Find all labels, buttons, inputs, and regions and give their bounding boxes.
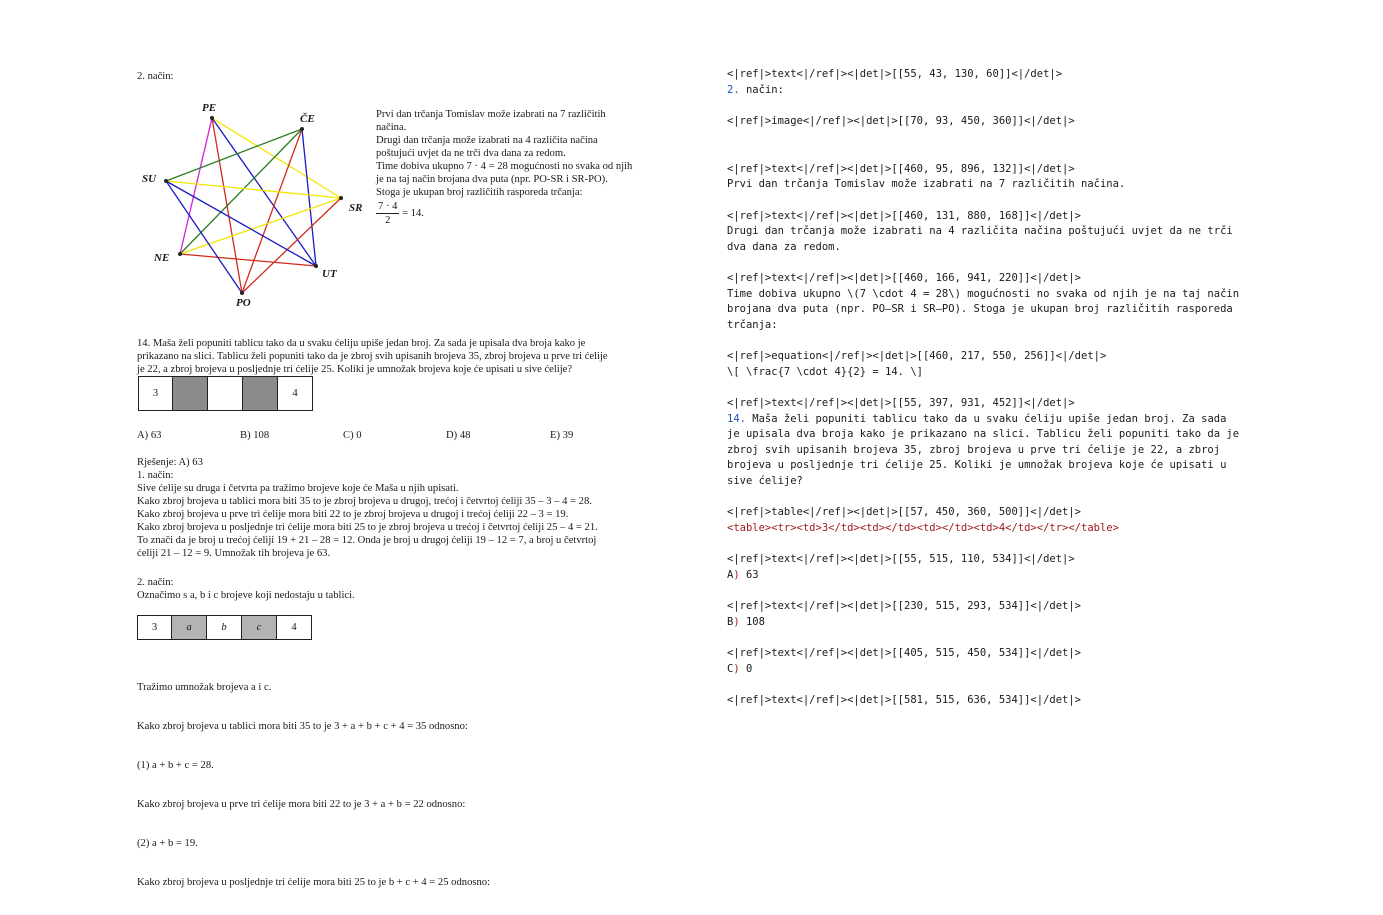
ocr-ref-tag: <|ref|>image<|/ref|><|det|>[[70, 93, 450, 360]]<|/det|> bbox=[727, 115, 1075, 127]
fraction-numerator: 7 · 4 bbox=[378, 201, 398, 212]
ocr-ref-tag: <|ref|>text<|/ref|><|det|>[[405, 515, 450, 534]]<|/det|> bbox=[727, 647, 1082, 659]
ocr-content-line: Drugi dan trčanja može izabrati na 4 različita načina poštujući uvjet da ne trči bbox=[727, 225, 1233, 237]
graph-figure bbox=[135, 100, 365, 315]
graph-vertex-SR bbox=[339, 196, 343, 200]
ocr-content-line: <table><tr><td>3</td><td></td><td></td><td>4</td></tr></table> bbox=[727, 521, 1119, 534]
graph-vertex-label: PE bbox=[202, 102, 217, 114]
final-line: Kako zbroj brojeva u posljednje tri ćelije mora biti 25 to je b + c + 4 = 25 odnosno: bbox=[137, 877, 491, 888]
ocr-block bbox=[727, 349, 1239, 380]
ocr-content-line: dva dana za redom. bbox=[727, 240, 841, 253]
ocr-blocks bbox=[727, 67, 1239, 725]
final-line: (1) a + b + c = 28. bbox=[137, 760, 214, 771]
fraction-equation bbox=[376, 200, 424, 227]
graph-text-line: načina. bbox=[376, 122, 407, 133]
method2-text bbox=[137, 576, 355, 602]
ocr-content-line: Prvi dan trčanja Tomislav može izabrati na 7 različitih načina. bbox=[727, 178, 1126, 190]
table-cell-grey: c bbox=[241, 615, 277, 640]
ocr-content-line: B) 108 bbox=[727, 615, 765, 628]
method2-heading: 2. način: bbox=[137, 71, 174, 82]
table-cell: 4 bbox=[276, 615, 312, 640]
graph-vertex-PO bbox=[240, 291, 244, 295]
solution-line: 1. način: bbox=[137, 470, 174, 481]
ocr-content-line: brojana dva puta (npr. PO–SR i SR–PO). Stoga je ukupan broj različitih rasporeda bbox=[727, 303, 1233, 315]
ocr-ref-tag: <|ref|>table<|/ref|><|det|>[[57, 450, 360, 500]]<|/det|> bbox=[727, 506, 1082, 518]
graph-text-line: Drugi dan trčanja može izabrati na 4 različita načina bbox=[376, 135, 598, 146]
ocr-block bbox=[727, 693, 1239, 709]
problem-14-text bbox=[137, 337, 608, 376]
graph-text-line: Time dobiva ukupno 7 · 4 = 28 mogućnosti no svaka od njih bbox=[376, 161, 633, 172]
problem-line: 14. Maša želi popuniti tablicu tako da u svaku ćeliju upiše jedan broj. Za sada je upisala dva broja kako je bbox=[137, 338, 586, 349]
ocr-content-line: sive ćelije? bbox=[727, 474, 803, 487]
table-cell: b bbox=[206, 615, 242, 640]
graph-vertex-NE bbox=[178, 252, 182, 256]
table-cell bbox=[207, 376, 243, 411]
table-cell: 3 bbox=[138, 376, 173, 411]
solution-line: Rješenje: A) 63 bbox=[137, 457, 203, 468]
graph-vertex-label: SU bbox=[142, 173, 157, 185]
problem-line: je 22, a zbroj brojeva u posljednje tri ćelije 25. Koliki je umnožak brojeva koje će upisati u sive ćelije? bbox=[137, 364, 573, 375]
graph-edge-CE-SU bbox=[166, 129, 302, 181]
ocr-block bbox=[727, 646, 1239, 677]
ocr-ref-tag: <|ref|>text<|/ref|><|det|>[[230, 515, 293, 534]]<|/det|> bbox=[727, 600, 1082, 612]
option-e: E) 39 bbox=[550, 430, 574, 441]
ocr-ref-tag: <|ref|>text<|/ref|><|det|>[[581, 515, 636, 534]]<|/det|> bbox=[727, 694, 1082, 706]
problem-table bbox=[138, 376, 313, 411]
ocr-block bbox=[727, 396, 1239, 489]
ocr-block bbox=[727, 114, 1239, 130]
final-line: Kako zbroj brojeva u prve tri ćelije mora biti 22 to je 3 + a + b = 22 odnosno: bbox=[137, 799, 466, 810]
graph-text-line: Stoga je ukupan broj različitih rasporeda trčanja: bbox=[376, 187, 583, 198]
graph-vertex-UT bbox=[314, 264, 318, 268]
ocr-ref-tag: <|ref|>text<|/ref|><|det|>[[55, 397, 931, 452]]<|/det|> bbox=[727, 397, 1075, 409]
method2-line: 2. način: bbox=[137, 577, 174, 588]
graph-vertex-label: NE bbox=[154, 252, 170, 264]
ocr-ref-tag: <|ref|>text<|/ref|><|det|>[[460, 95, 896, 132]]<|/det|> bbox=[727, 162, 1075, 175]
solution-line: Kako zbroj brojeva u posljednje tri ćelije mora biti 25 to je zbroj brojeva u trećoj i četvrtoj ćeliji 25 – 4 = 21. bbox=[137, 522, 598, 533]
graph-edge-CE-PO bbox=[242, 129, 302, 293]
solution-text bbox=[137, 456, 598, 560]
ocr-block bbox=[727, 552, 1239, 583]
graph-edge-PE-NE bbox=[180, 118, 212, 254]
ocr-block bbox=[727, 209, 1239, 256]
ocr-block bbox=[727, 67, 1239, 98]
final-line: (2) a + b = 19. bbox=[137, 838, 198, 849]
graph-vertex-CE bbox=[300, 127, 304, 131]
fraction-result: = 14. bbox=[402, 207, 424, 219]
left-document-page bbox=[0, 0, 691, 888]
ocr-content-line: brojeva u posljednje tri ćelije 25. Koliki je umnožak brojeva koje će upisati u bbox=[727, 459, 1227, 471]
final-line: Kako zbroj brojeva u tablici mora biti 35 to je 3 + a + b + c + 4 = 35 odnosno: bbox=[137, 721, 468, 732]
graph-vertex-PE bbox=[210, 116, 214, 120]
ocr-ref-tag: <|ref|>text<|/ref|><|det|>[[55, 515, 110, 534]]<|/det|> bbox=[727, 553, 1075, 565]
ocr-content-line: zbroj svih upisanih brojeva 35, zbroj brojeva u prve tri ćelije je 22, a zbroj bbox=[727, 443, 1221, 456]
solution-line: Kako zbroj brojeva u prve tri ćelije mora biti 22 to je zbroj brojeva u drugoj i trećoj ćeliji 22 – 3 = 19. bbox=[137, 509, 569, 520]
ocr-block bbox=[727, 505, 1239, 536]
ocr-content-line: 14. Maša želi popuniti tablicu tako da u svaku ćeliju upiše jedan broj. Za sada bbox=[727, 412, 1227, 425]
graph-text-line: Prvi dan trčanja Tomislav može izabrati na 7 različitih bbox=[376, 109, 606, 120]
ocr-content-line: 2. način: bbox=[727, 83, 784, 96]
fraction bbox=[376, 200, 399, 227]
ocr-block bbox=[727, 162, 1239, 193]
ocr-ref-tag: <|ref|>text<|/ref|><|det|>[[460, 166, 941, 220]]<|/det|> bbox=[727, 272, 1082, 284]
table-cell: 4 bbox=[277, 376, 313, 411]
table-cell-grey: a bbox=[171, 615, 207, 640]
ocr-content-line: je upisala dva broja kako je prikazano na slici. Tablicu želi popuniti tako da je bbox=[727, 428, 1240, 440]
ocr-block bbox=[727, 271, 1239, 333]
ocr-content-line: Time dobiva ukupno \(7 \cdot 4 = 28\) mogućnosti no svaka od njih je na taj način bbox=[727, 287, 1240, 300]
problem-line: prikazano na slici. Tablicu želi popuniti tako da je zbroj svih upisanih brojeva 35, zbroj brojeva u prve tri ćelije bbox=[137, 351, 608, 362]
option-a: A) 63 bbox=[137, 430, 162, 441]
graph-edge-PE-UT bbox=[212, 118, 316, 266]
ocr-block bbox=[727, 599, 1239, 630]
method2-line: Označimo s a, b i c brojeve koji nedostaju u tablici. bbox=[137, 590, 355, 601]
fraction-denominator: 2 bbox=[385, 215, 391, 226]
graph-edge-CE-NE bbox=[180, 129, 302, 254]
graph-edge-SR-NE bbox=[180, 198, 341, 254]
graph-vertex-label: SR bbox=[349, 202, 363, 214]
solution-line: ćeliji 21 – 12 = 9. Umnožak tih brojeva je 63. bbox=[137, 548, 331, 559]
graph-edge-UT-NE bbox=[180, 254, 316, 266]
labeled-table bbox=[137, 615, 312, 640]
graph-edge-PE-SR bbox=[212, 118, 341, 198]
solution-line: Kako zbroj brojeva u tablici mora biti 35 to je zbroj brojeva u drugoj, trećoj i četvrtoj ćeliji 35 – 3 – 4 = 28. bbox=[137, 496, 592, 507]
option-d: D) 48 bbox=[446, 430, 471, 441]
graph-vertex-label: ČE bbox=[300, 113, 315, 125]
graph-vertex-SU bbox=[164, 179, 168, 183]
ocr-content-line: C) 0 bbox=[727, 662, 753, 675]
ocr-output-panel bbox=[691, 0, 1383, 732]
ocr-ref-tag: <|ref|>equation<|/ref|><|det|>[[460, 217, 550, 256]]<|/det|> bbox=[727, 350, 1107, 362]
table-cell: 3 bbox=[137, 615, 172, 640]
option-b: B) 108 bbox=[240, 430, 270, 441]
table-cell-grey bbox=[242, 376, 278, 411]
ocr-ref-tag: <|ref|>text<|/ref|><|det|>[[55, 43, 130, 60]]<|/det|> bbox=[727, 68, 1063, 80]
graph-vertex-label: PO bbox=[236, 297, 251, 309]
solution-line: To znači da je broj u trećoj ćeliji 19 + 21 – 28 = 12. Onda je broj u drugoj ćeliji 19 – 12 = 7, a broj u četvrtoj bbox=[137, 535, 597, 546]
graph-edge-CE-UT bbox=[302, 129, 316, 266]
graph-vertex-label: UT bbox=[322, 268, 337, 280]
final-line: Tražimo umnožak brojeva a i c. bbox=[137, 682, 272, 693]
table-cell-grey bbox=[172, 376, 208, 411]
solution-line: Sive ćelije su druga i četvrta pa tražimo brojeve koje će Maša u njih upisati. bbox=[137, 483, 459, 494]
graph-text-line: je na taj način brojana dva puta (npr. PO-SR i SR-PO). bbox=[376, 174, 608, 185]
option-c: C) 0 bbox=[343, 430, 362, 441]
graph-explanation bbox=[376, 108, 676, 199]
final-text bbox=[137, 655, 490, 915]
ocr-content-line: A) 63 bbox=[727, 568, 759, 581]
ocr-content-line: trčanja: bbox=[727, 318, 778, 331]
ocr-ref-tag: <|ref|>text<|/ref|><|det|>[[460, 131, 880, 168]]<|/det|> bbox=[727, 209, 1082, 222]
graph-text-line: poštujući uvjet da ne trči dva dana za redom. bbox=[376, 148, 566, 159]
ocr-content-line: \[ \frac{7 \cdot 4}{2} = 14. \] bbox=[727, 365, 923, 378]
